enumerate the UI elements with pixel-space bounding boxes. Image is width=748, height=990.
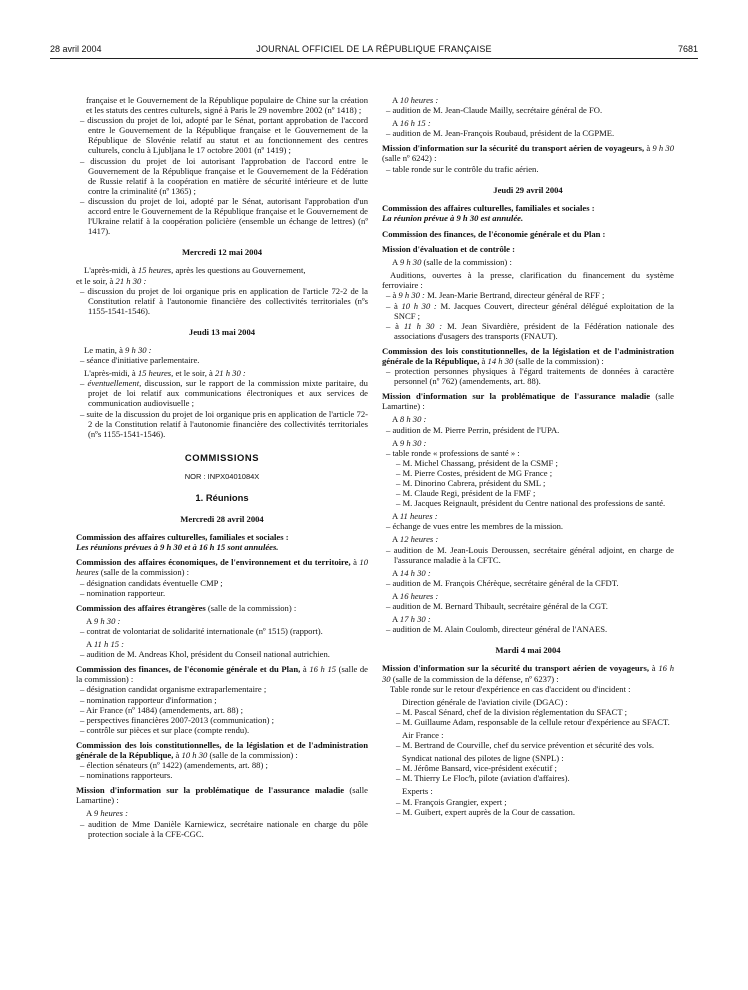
session-time: A 16 heures : <box>392 590 439 601</box>
commission-heading: Commission des lois constitutionnelles, de la législation et de l'administration générale de la République, à 14 h 30 (salle de la commission) : <box>382 345 674 366</box>
participant-item: – M. Jacques Reignault, président du Centre national des professions de santé. <box>396 498 666 509</box>
header-rule <box>50 58 698 59</box>
date-heading: Jeudi 29 avril 2004 <box>493 184 563 195</box>
right-column <box>382 95 674 817</box>
agenda-item: – table ronde sur le contrôle du trafic aérien. <box>386 163 539 174</box>
agenda-item: – audition de M. Jean-François Roubaud, président de la CGPME. <box>386 128 615 139</box>
agenda-item: – perspectives financières 2007-2013 (communication) ; <box>80 714 275 725</box>
session-time: A 11 h 15 : <box>86 639 125 650</box>
agenda-item: – nomination rapporteur. <box>80 587 166 598</box>
agenda-item: – suite de la discussion du projet de loi organique pris en application de l'article 72-2 de la Constitution relatif à l'autonomie financière des collectivités territoriales (nºs 1155-1541-1546). <box>80 408 368 439</box>
cancellation-note: La réunion prévue à 9 h 30 est annulée. <box>382 212 524 223</box>
commission-heading: Commission des affaires économiques, de l'environnement et du territoire, à 10 heures (salle de la commission) : <box>76 557 368 578</box>
date-heading: Mardi 4 mai 2004 <box>495 645 561 656</box>
date-heading: Mercredi 28 avril 2004 <box>180 514 264 525</box>
agenda-item: – élection sénateurs (nº 1422) (amendements, art. 88) ; <box>80 760 268 771</box>
participant-item: – M. Bertrand de Courville, chef du service prévention et sécurité des vols. <box>396 740 654 751</box>
agenda-item: – discussion du projet de loi, adopté par le Sénat, portant approbation de l'accord entre le Gouvernement de la République française et le Gouvernement de la République de Slovénie relatif au statut et au fonctionnement des centres culturels, conclu à Ljubljana le 17 octobre 2001 (nº 1419) ; <box>80 115 368 156</box>
agenda-item: – audition de M. Pierre Perrin, président de l'UPA. <box>386 424 560 435</box>
agenda-item: – séance d'initiative parlementaire. <box>80 355 200 366</box>
session-time: A 16 h 15 : <box>392 118 431 129</box>
session-time: A 11 heures : <box>392 511 438 522</box>
nor-reference: NOR : INPX0401084X <box>184 471 260 481</box>
paragraph: Table ronde sur le retour d'expérience en cas d'accident ou d'incident : <box>390 683 631 694</box>
commission-heading: Commission des finances, de l'économie générale et du Plan, à 16 h 15 (salle de la commission) : <box>76 664 368 685</box>
subsection-heading: 1. Réunions <box>195 492 249 503</box>
group-label: Syndicat national des pilotes de ligne (SNPL) : <box>402 753 564 764</box>
page-number: 7681 <box>677 44 698 54</box>
agenda-item: – discussion du projet de loi autorisant l'approbation de l'accord entre le Gouvernement de la République française et le Gouvernement de la Fédération de Russie relatif à la coopération en matière de sécurité intérieure et de lutte contre la criminalité (nº 1365) ; <box>80 155 368 196</box>
header-date: 28 avril 2004 <box>50 44 102 54</box>
participant-item: – M. François Grangier, expert ; <box>396 796 507 807</box>
agenda-item: – audition de M. Alain Coulomb, directeur général de l'ANAES. <box>386 624 608 635</box>
agenda-item: – audition de M. Andreas Khol, président du Conseil national autrichien. <box>80 649 330 660</box>
section-heading-commissions: COMMISSIONS <box>184 451 260 463</box>
participant-item: – M. Pascal Sénard, chef de la division réglementation du SFACT ; <box>396 706 627 717</box>
commission-heading: Commission des finances, de l'économie générale et du Plan : <box>382 228 606 239</box>
agenda-item: – protection personnes physiques à l'égard traitements de données à caractère personnel (nº 762) (amendements, art. 88). <box>386 366 674 387</box>
agenda-item: – éventuellement, discussion, sur le rapport de la commission mixte paritaire, du projet de loi relatif aux communications électroniques et aux services de communication audiovisuelle ; <box>80 378 368 409</box>
group-label: Air France : <box>402 729 444 740</box>
session-time: Le matin, à 9 h 30 : <box>84 344 152 355</box>
commission-heading: Commission des affaires étrangères (salle de la commission) : <box>76 602 297 613</box>
session-time: A 10 heures : <box>392 95 439 105</box>
agenda-item: – table ronde « professions de santé » : <box>386 447 520 458</box>
agenda-item: – audition de M. Bernard Thibault, secrétaire général de la CGT. <box>386 601 608 612</box>
mission-heading: Mission d'information sur la problématique de l'assurance maladie (salle Lamartine) : <box>382 391 674 412</box>
session-time: A 9 heures : <box>86 808 128 819</box>
participant-item: – M. Pierre Costes, président de MG France ; <box>396 467 553 478</box>
agenda-item: – désignation candidat organisme extraparlementaire ; <box>80 684 267 695</box>
session-time: et le soir, à 21 h 30 : <box>76 275 147 286</box>
agenda-item: – à 11 h 30 : M. Jean Sivardière, président de la Fédération nationale des associations d'usagers des transports (FNAUT). <box>386 320 674 341</box>
page-header <box>50 44 698 58</box>
cancellation-note: Les réunions prévues à 9 h 30 et à 16 h 15 sont annulées. <box>76 542 279 553</box>
date-heading: Jeudi 13 mai 2004 <box>188 326 256 337</box>
session-time: L'après-midi, à 15 heures, après les questions au Gouvernement, <box>84 265 306 276</box>
participant-item: – M. Thierry Le Floc'h, pilote (aviation d'affaires). <box>396 773 570 784</box>
session-time: L'après-midi, à 15 heures, et le soir, à 21 h 30 : <box>84 368 246 379</box>
mission-heading: Mission d'information sur la sécurité du transport aérien de voyageurs, à 16 h 30 (salle de la commission de la défense, nº 6237) : <box>382 663 674 684</box>
participant-item: – M. Dinorino Cabrera, président du SML ; <box>396 478 546 488</box>
agenda-item: française et le Gouvernement de la République populaire de Chine sur la création et les statuts des centres culturels, signé à Paris le 29 novembre 2002 (nº 1418) ; <box>86 95 368 116</box>
agenda-item: – audition de M. Jean-Claude Mailly, secrétaire général de FO. <box>386 105 603 116</box>
session-time: A 9 h 30 (salle de la commission) : <box>392 257 512 268</box>
group-label: Experts : <box>402 786 433 797</box>
agenda-item: – échange de vues entre les membres de la mission. <box>386 521 564 532</box>
date-heading: Mercredi 12 mai 2004 <box>181 247 263 258</box>
commission-heading: Commission des lois constitutionnelles, de la législation et de l'administration générale de la République, à 10 h 30 (salle de la commission) : <box>76 739 368 760</box>
agenda-item: – audition de M. Jean-Louis Deroussen, secrétaire général adjoint, en charge de l'assurance maladie à la CFTC. <box>386 544 674 565</box>
agenda-item: – Air France (nº 1484) (amendements, art. 88) ; <box>80 704 244 715</box>
mission-heading: Mission d'évaluation et de contrôle : <box>382 244 515 255</box>
agenda-item: – audition de M. François Chérèque, secrétaire général de la CFDT. <box>386 577 619 588</box>
participant-item: – M. Guibert, expert auprès de la Cour de cassation. <box>396 806 575 817</box>
agenda-item: – désignation candidats éventuelle CMP ; <box>80 577 223 588</box>
agenda-item: – nominations rapporteurs. <box>80 770 173 781</box>
agenda-item: – à 10 h 30 : M. Jacques Couvert, directeur général délégué exploitation de la SNCF ; <box>386 300 674 321</box>
session-time: A 17 h 30 : <box>392 614 431 625</box>
group-label: Direction générale de l'aviation civile (DGAC) : <box>402 696 568 707</box>
agenda-item: – à 9 h 30 : M. Jean-Marie Bertrand, directeur général de RFF ; <box>386 290 605 301</box>
journal-title: JOURNAL OFFICIEL DE LA RÉPUBLIQUE FRANÇAISE <box>256 44 492 54</box>
participant-item: – M. Jérôme Bansard, vice-président exécutif ; <box>396 763 557 774</box>
participant-item: – M. Michel Chassang, président de la CSMF ; <box>396 457 558 468</box>
session-time: A 8 h 30 : <box>392 414 427 425</box>
session-time: A 9 h 30 : <box>86 615 121 626</box>
session-time: A 9 h 30 : <box>392 437 427 448</box>
commission-heading: Mission d'information sur la problématique de l'assurance maladie (salle Lamartine) : <box>76 785 368 806</box>
commission-heading: Commission des affaires culturelles, familiales et sociales : <box>76 532 289 543</box>
session-time: A 12 heures : <box>392 534 439 545</box>
left-column <box>76 95 368 839</box>
mission-heading: Mission d'information sur la sécurité du transport aérien de voyageurs, à 9 h 30 (salle nº 6242) : <box>382 143 675 164</box>
participant-item: – M. Guillaume Adam, responsable de la cellule retour d'expérience au SFACT. <box>396 716 670 727</box>
participant-item: – M. Claude Regi, président de la FMF ; <box>396 488 536 499</box>
commission-heading: Commission des affaires culturelles, familiales et sociales : <box>382 202 595 213</box>
agenda-item: – nomination rapporteur d'information ; <box>80 694 217 705</box>
agenda-item: – discussion du projet de loi organique pris en application de l'article 72-2 de la Constitution relatif à l'autonomie financière des collectivités territoriales (nºs 1155-1541-1546). <box>80 285 368 316</box>
agenda-item: – contrat de volontariat de solidarité internationale (nº 1515) (rapport). <box>80 625 323 636</box>
agenda-item: – discussion du projet de loi, adopté par le Sénat, autorisant l'approbation d'un accord entre le Gouvernement de la République française et le Gouvernement de l'Ukraine relatif à la coopération policière (ensemble un échange de lettres) (nº 1417). <box>80 195 368 237</box>
agenda-item: – contrôle sur pièces et sur place (compte rendu). <box>80 724 250 735</box>
agenda-item: – audition de Mme Danièle Karniewicz, secrétaire nationale en charge du pôle protection sociale à la CFE-CGC. <box>80 818 368 839</box>
paragraph: Auditions, ouvertes à la presse, clarification du financement du système ferroviaire : <box>382 270 674 291</box>
session-time: A 14 h 30 : <box>392 567 431 578</box>
